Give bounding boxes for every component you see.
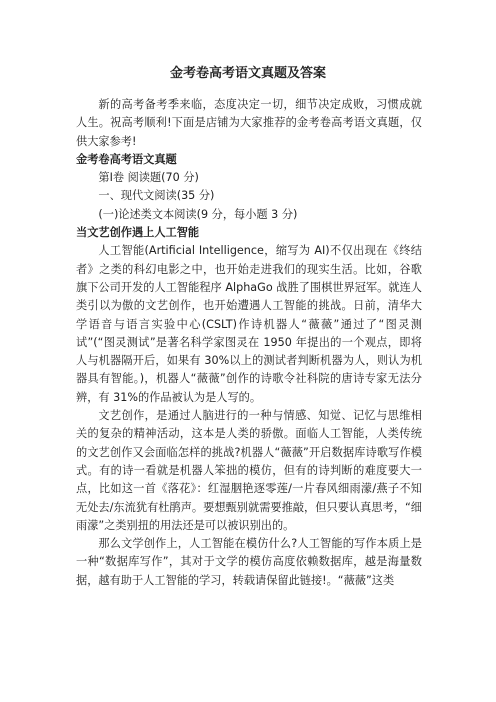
section-heading: 金考卷高考语文真题 bbox=[76, 152, 177, 166]
paragraph: 文艺创作，是通过人脑进行的一种与情感、知觉、记忆与思维相关的复杂的精神活动，这本是人类的骄傲。面临人工智能，人类传统的文艺创作又会面临怎样的挑战?机器人“薇薇”开启数据库诗歌写作模式。有的诗一看就是机器人笨拙的模仿，但有的诗判断的难度要大一点，比如这一首《落花》：红湿胭艳逐零莲/一片春风细雨濛/燕子不知无处去/东流犹有杜鹃声。要想甄别就需要推敲，但只要认真思考，“细雨濛”之类别扭的用法还是可以被识别出的。 bbox=[76, 409, 422, 532]
paragraph: (一)论述类文本阅读(9 分，每小题 3 分) bbox=[98, 207, 298, 221]
paragraph: 那么文学创作上，人工智能在模仿什么?人工智能的写作本质上是一种“数据库写作”，其对于文学的模仿高度依赖数据库，越是海量数据，越有助于人工智能的学习，转载请保留此链接!。“薇薇”这类 bbox=[76, 537, 422, 587]
document-body bbox=[76, 96, 422, 590]
paragraph: 人工智能(Artificial Intelligence，缩写为 AI)不仅出现在《终结者》之类的科幻电影之中，也开始走进我们的现实生活。比如，谷歌旗下公司开发的人工智能程序 AlphaGo 战胜了围棋世界冠军。就连人类引以为傲的文艺创作，也开始遭遇人工智能的挑战。日前，清华大学语音与语言实验中心(CSLT)作诗机器人“薇薇”通过了“图灵测试”(“图灵测试”是著名科学家图灵在 1950 年提出的一个观点，即将人与机器隔开后，如果有 30%以上的测试者判断机器为人，则认为机器具有智能。)，机器人“薇薇”创作的诗歌令社科院的唐诗专家无法分辨，有 31%的作品被认为是人写的。 bbox=[76, 244, 422, 404]
paragraph: 新的高考备考季来临，态度决定一切，细节决定成败，习惯成就人生。祝高考顺利!下面是店铺为大家推荐的金考卷高考语文真题，仅供大家参考! bbox=[76, 98, 422, 148]
document-title: 金考卷高考语文真题及答案 bbox=[169, 66, 326, 81]
paragraph: 第Ⅰ卷 阅读题(70 分) bbox=[98, 171, 199, 185]
section-heading: 当文艺创作遇上人工智能 bbox=[76, 226, 200, 240]
paragraph: 一、现代文阅读(35 分) bbox=[98, 189, 215, 203]
